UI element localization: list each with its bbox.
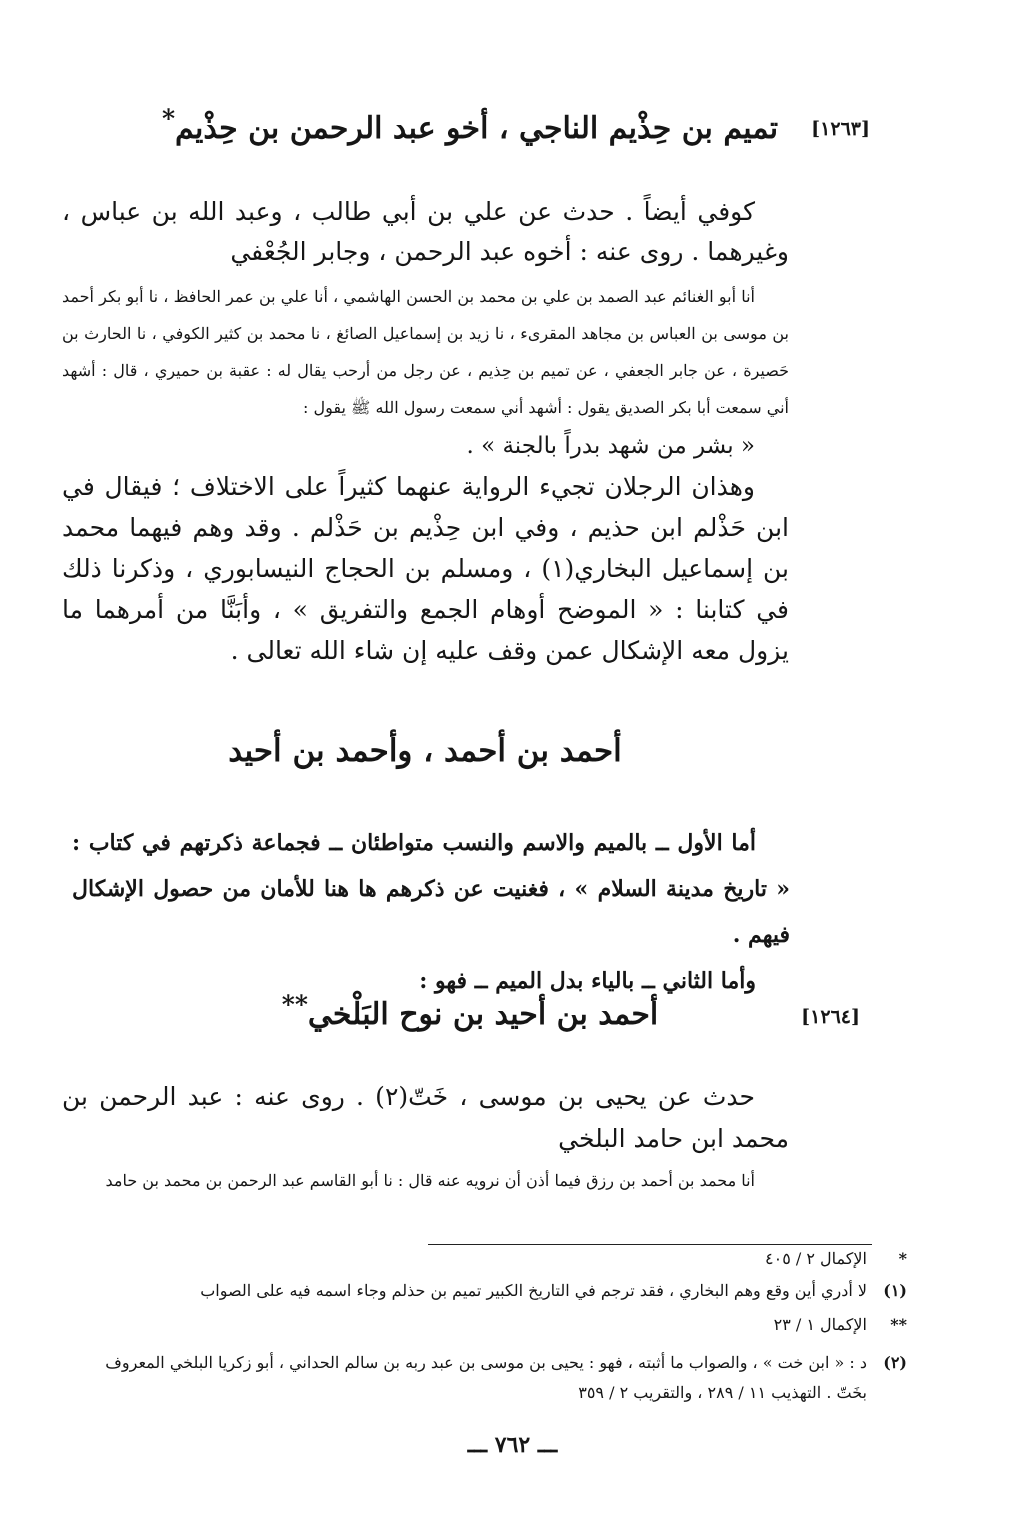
section-title: أحمد بن أحمد ، وأحمد بن أحيد [228,733,622,769]
entry-title-2 [70,990,870,1032]
footnote-mark: (٢) [883,1353,907,1372]
section-paragraph: أما الأول ــ بالميم والاسم والنسب متواطئان ــ فجماعة ذكرتهم في كتاب : « تاريخ مدينة السلام » ، فغنيت عن ذكرهم ها هنا للأمان من حصول الإشكال فيهم . [72,830,790,948]
entry-title-text: تميم بن حِذْيم الناجي ، أخو عبد الرحمن بن حِذْيم [175,111,779,146]
page-number: ـــ ٧٦٢ ـــ [467,1432,558,1458]
entry-heading [70,104,870,146]
entry-1264-content [62,1076,789,1199]
entry-number-2: [١٢٦٤] [801,1006,860,1028]
narrator-bio: كوفي أيضاً . حدث عن علي بن أبي طالب ، وعبد الله بن عباس ، وغيرهما . روى عنه : أخوه عبد الرحمن ، وجابر الجُعْفي [62,197,789,266]
author-note: وهذان الرجلان تجيء الرواية عنهما كثيراً على الاختلاف ؛ فيقال في ابن حَذْلم ابن حذيم ، وفي ابن حِذْيم بن حَذْلم . وقد وهم فيهما محمد بن إسماعيل البخاري(١) ، ومسلم بن الحجاج النيسابوري ، وذكرنا ذلك في كتابنا : « الموضح أوهام الجمع والتفريق » ، وأبَنَّا من أمرهما ما يزول معه الإشكال عمن وقف عليه إن شاء الله تعالى . [62,472,790,665]
footnote [75,1348,907,1408]
isnad-text: أنا أبو الغنائم عبد الصمد بن علي بن محمد بن الحسن الهاشمي ، أنا علي بن عمر الحافظ ، نا أبو بكر أحمد بن موسى بن العباس بن مجاهد المقرىء ، نا زيد بن إسماعيل الصائغ ، نا محمد بن كثير الكوفي ، نا الحارث بن حَصيرة ، عن جابر الجعفي ، عن تميم بن حِذيم ، عن رجل من أرحب يقال له : عقبة بن حميري ، قال : أشهد أني سمعت أبا بكر الصديق يقول : أشهد أني سمعت رسول الله ﷺ يقول : [62,287,789,417]
narrator-bio-2: حدث عن يحيى بن موسى ، خَتّ(٢) . روى عنه : عبد الرحمن بن محمد ابن حامد البلخي [62,1082,789,1153]
footnote [75,1246,907,1272]
footnote-text: د : « ابن خت » ، والصواب ما أثبته ، فهو : يحيى بن موسى بن عبد ربه بن سالم الحداني ، أبو زكريا البلخي المعروف بخَتّ . التهذيب ١١ / ٢٨٩ ، والتقريب ٢ / ٣٥٩ [105,1353,867,1402]
footnote-marker: * [161,104,176,133]
footnote [75,1278,907,1304]
footnote [75,1312,907,1338]
hadith-text: « بشر من شهد بدراً بالجنة » . [466,433,755,459]
footnote-mark: * [898,1249,907,1268]
isnad-text-2: أنا محمد بن أحمد بن رزق فيما أذن أن نرويه عنه قال : نا أبو القاسم عبد الرحمن بن محمد بن حامد [105,1171,755,1190]
entry-title-text-2: أحمد بن أحيد بن نوح البَلْخي [307,997,659,1032]
entry-heading-2 [70,990,870,1032]
footnote-mark: ** [890,1315,907,1334]
footnote-text: الإكمال ٢ / ٤٠٥ [765,1249,867,1268]
entry-number: [١٢٦٣] [811,118,870,140]
footnote-text: الإكمال ١ / ٢٣ [773,1315,867,1334]
section-paragraph-2: وأما الثاني ــ بالياء بدل الميم ــ فهو : [419,968,756,994]
footnote-divider [428,1244,872,1245]
footnote-mark: (١) [883,1281,907,1300]
footnote-text: لا أدري أين وقع وهم البخاري ، فقد ترجم في التاريخ الكبير تميم بن حذلم وجاء اسمه فيه على الصواب [200,1281,867,1300]
section-content [72,820,790,1004]
footnote-marker-2: ** [281,990,308,1019]
entry-1263-content [62,192,789,671]
entry-title [70,104,870,146]
